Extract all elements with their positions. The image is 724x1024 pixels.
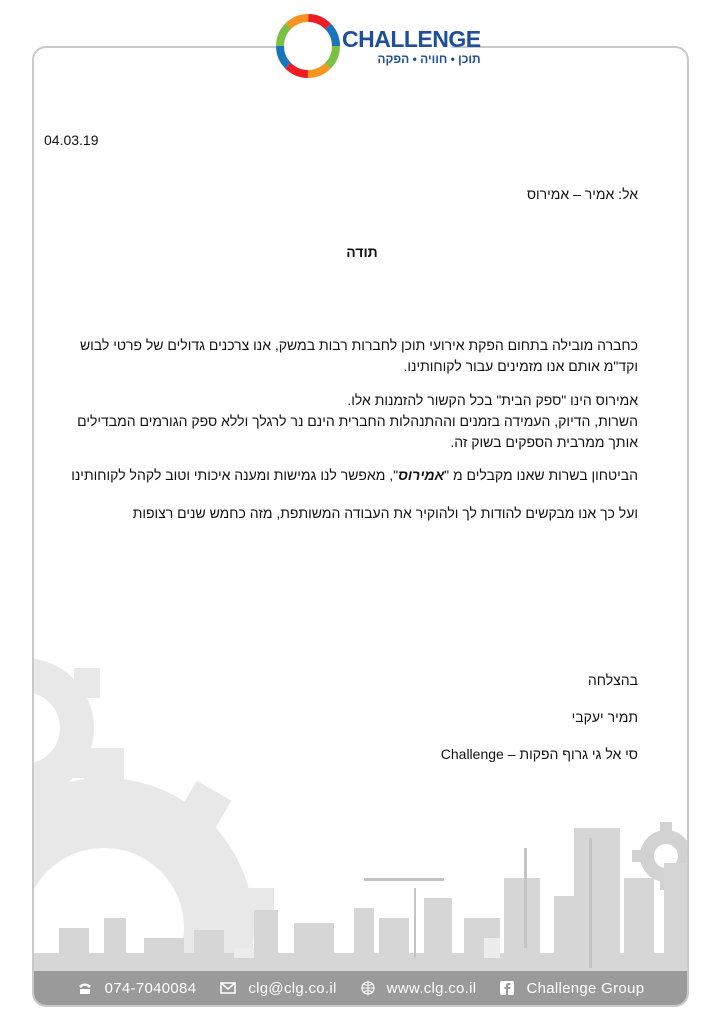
letter-recipient: אל: אמיר – אמירוס bbox=[526, 186, 638, 202]
letter-paragraph bbox=[48, 465, 638, 486]
logo-name: CHALLENGE bbox=[342, 26, 481, 52]
phone-icon bbox=[77, 981, 93, 995]
footer-email[interactable]: clg@clg.co.il bbox=[248, 979, 337, 997]
letter-paragraph: כחברה מובילה בתחום הפקת אירועי תוכן לחברות רבות במשק, אנו צרכנים גדולים של פרטי לבוש וקד"מ אותם אנו מזמינים עבור לקוחותינו. bbox=[79, 337, 638, 374]
letter-subject: תודה bbox=[346, 244, 378, 260]
footer-facebook[interactable]: Challenge Group bbox=[526, 979, 645, 997]
logo-tagline: תוכן • חוויה • הפקה bbox=[377, 52, 481, 66]
globe-icon bbox=[361, 981, 375, 995]
footer-website[interactable]: www.clg.co.il bbox=[386, 979, 477, 997]
footer-contact-bar bbox=[34, 971, 687, 1005]
paragraph-line: אמירוס הינו "ספק הבית" בכל הקשור להזמנות אלו. bbox=[347, 392, 638, 408]
letter-signer: תמיר יעקבי bbox=[571, 709, 638, 725]
letter-paragraph: ועל כך אנו מבקשים להודות לך ולהוקיר את העבודה המשותפת, מזה כחמש שנים רצופות bbox=[132, 505, 638, 521]
company-name-emphasis: אמירוס bbox=[398, 467, 445, 483]
facebook-icon bbox=[500, 981, 514, 995]
paragraph-line: השרות, הדיוק, העמידה בזמנים וההתנהלות החברית הינם נר לרגלך וללא ספק הגורמים המבדילים אותך ממרבית הספקים בשוק זה. bbox=[77, 413, 638, 450]
paragraph-text: ", מאפשר לנו גמישות ומענה איכותי וטוב לקהל לקוחותינו bbox=[71, 467, 399, 483]
letter-paragraph bbox=[48, 390, 638, 453]
paragraph-text: הביטחון בשרות שאנו מקבלים מ " bbox=[444, 467, 638, 483]
letter-closing: בהצלחה bbox=[587, 672, 638, 688]
letter-company: סי אל גי גרוף הפקות – Challenge bbox=[440, 746, 638, 762]
letter-date: 04.03.19 bbox=[44, 132, 99, 148]
email-icon bbox=[220, 982, 236, 994]
logo-mark-icon bbox=[276, 14, 340, 78]
challenge-logo bbox=[276, 10, 481, 82]
footer-phone[interactable]: 074-7040084 bbox=[104, 979, 197, 997]
